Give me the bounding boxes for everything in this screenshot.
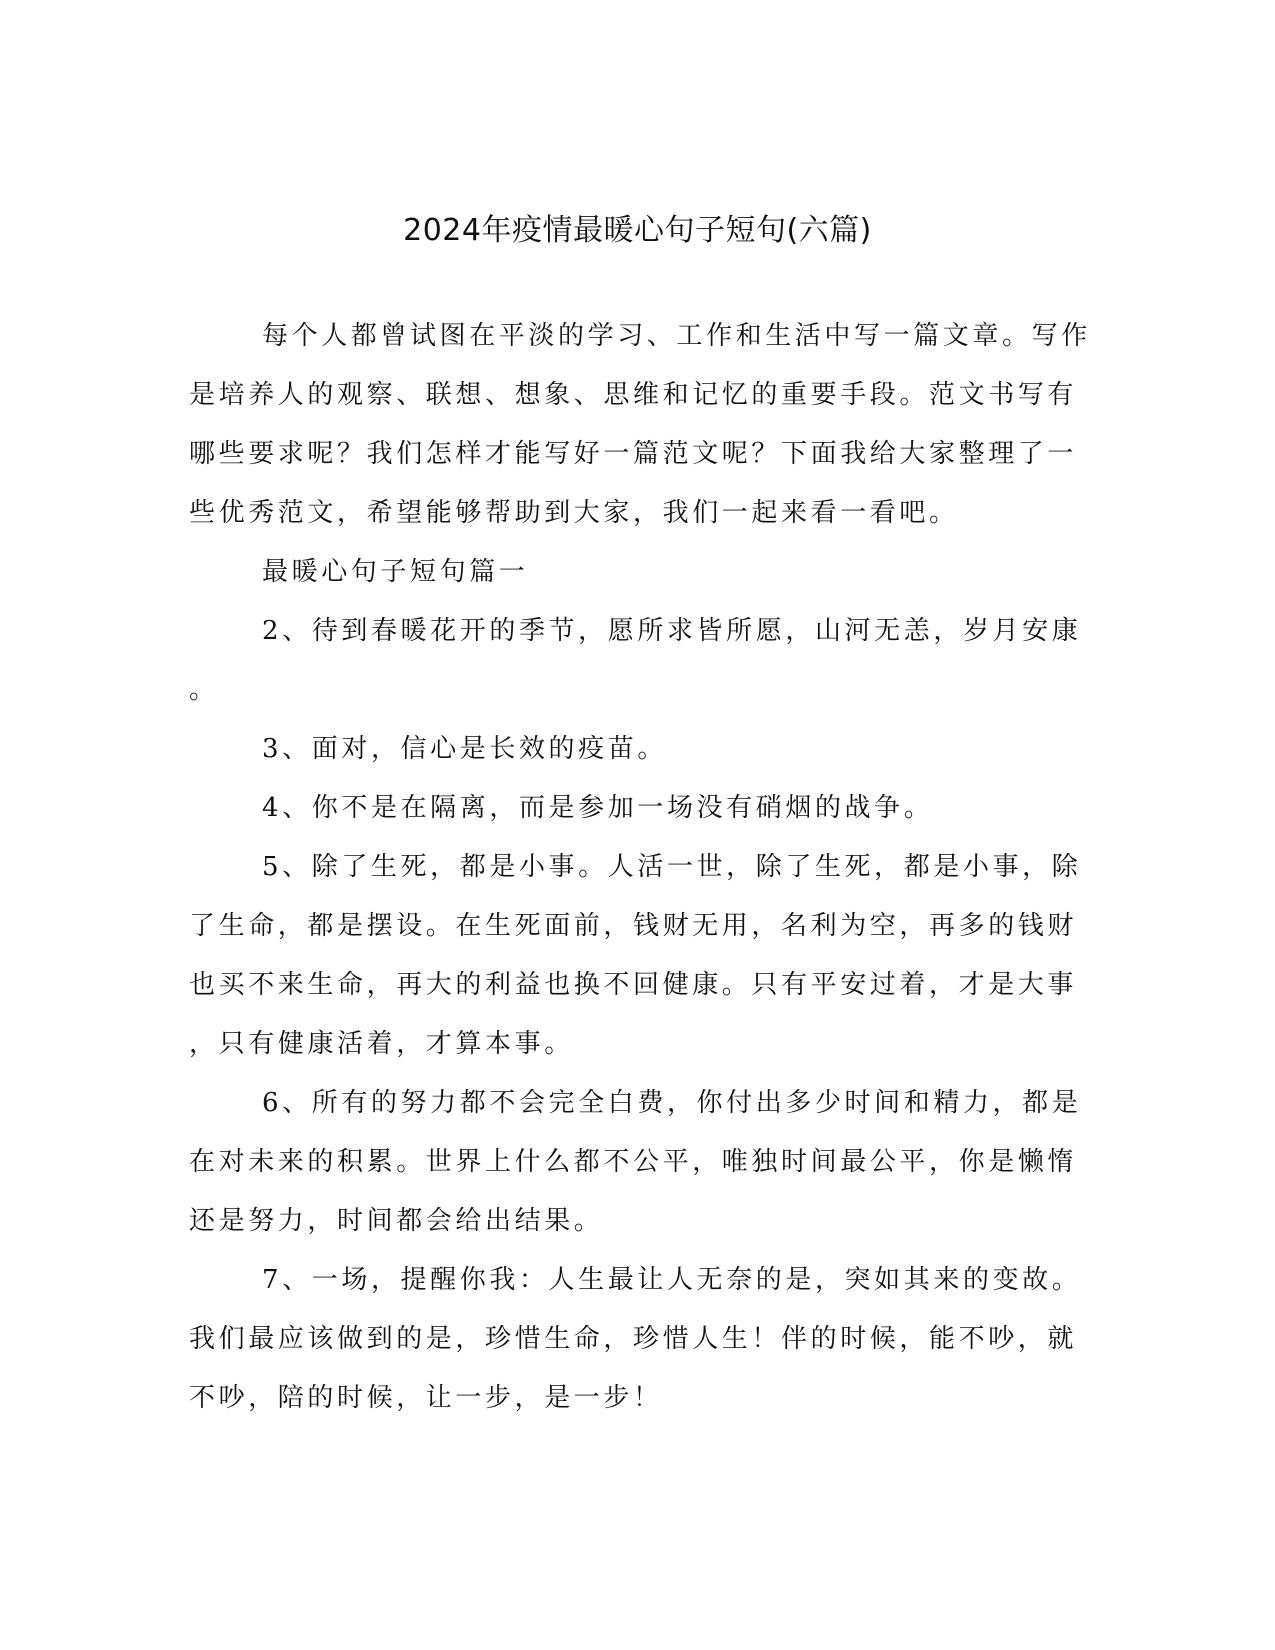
item-5-line-4: ，只有健康活着，才算本事。 (189, 1029, 574, 1059)
item-5-line-3: 也买不来生命，再大的利益也换不回健康。只有平安过着，才是大事 (189, 970, 1078, 1000)
document-title: 2024年疫情最暖心句子短句(六篇) (403, 213, 872, 248)
item-3-line-1: 3、面对，信心是长效的疫苗。 (262, 734, 667, 764)
section-heading: 最暖心句子短句篇一 (262, 557, 529, 587)
item-2-line-2: 。 (189, 675, 219, 705)
item-6-line-1: 6、所有的努力都不会完全白费，你付出多少时间和精力，都是 (262, 1088, 1082, 1118)
intro-line-1: 每个人都曾试图在平淡的学习、工作和生活中写一篇文章。写作 (262, 321, 1091, 351)
item-4-line-1: 4、你不是在隔离，而是参加一场没有硝烟的战争。 (262, 793, 934, 823)
intro-line-3: 哪些要求呢？我们怎样才能写好一篇范文呢？下面我给大家整理了一 (189, 439, 1078, 469)
item-5-line-2: 了生命，都是摆设。在生死面前，钱财无用，名利为空，再多的钱财 (189, 911, 1078, 941)
item-7-line-2: 我们最应该做到的是，珍惜生命，珍惜人生！伴的时候，能不吵，就 (189, 1324, 1078, 1354)
intro-line-2: 是培养人的观察、联想、想象、思维和记忆的重要手段。范文书写有 (189, 380, 1078, 410)
item-7-line-1: 7、一场，提醒你我：人生最让人无奈的是，突如其来的变故。 (262, 1265, 1082, 1295)
intro-line-4: 些优秀范文，希望能够帮助到大家，我们一起来看一看吧。 (189, 498, 959, 528)
item-7-line-3: 不吵，陪的时候，让一步，是一步！ (189, 1383, 663, 1413)
item-2-line-1: 2、待到春暖花开的季节，愿所求皆所愿，山河无恙，岁月安康 (262, 616, 1082, 646)
item-6-line-2: 在对未来的积累。世界上什么都不公平，唯独时间最公平，你是懒惰 (189, 1147, 1078, 1177)
item-5-line-1: 5、除了生死，都是小事。人活一世，除了生死，都是小事，除 (262, 852, 1082, 882)
item-6-line-3: 还是努力，时间都会给出结果。 (189, 1206, 604, 1236)
